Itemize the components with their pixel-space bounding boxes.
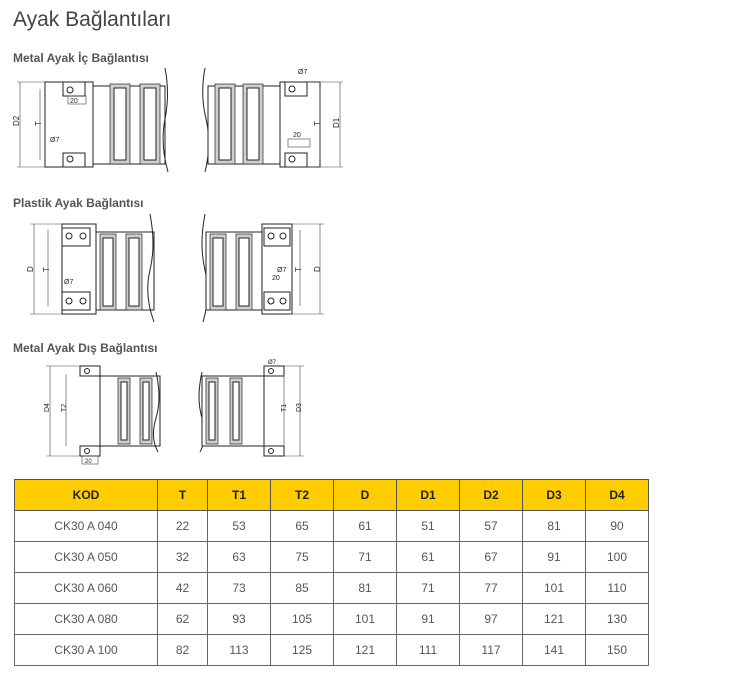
cell-t2: 75 [271,542,334,573]
cell-d: 71 [334,542,397,573]
section-title-metal-inner: Metal Ayak İç Bağlantısı [13,51,149,65]
label-d1: D1 [332,117,341,128]
label-d3: D3 [296,403,303,412]
cell-d4: 130 [586,604,649,635]
label-dia-left: Ø7 [50,137,60,144]
cell-kod: CK30 A 100 [15,635,158,666]
label-t-right-plastic: T [294,267,303,272]
cell-d3: 81 [523,511,586,542]
header-t1: T1 [208,480,271,511]
table-row [15,573,649,604]
label-d-left: D [26,266,35,272]
header-d: D [334,480,397,511]
cell-d1: 111 [397,635,460,666]
label-t: T [34,121,43,126]
label-t-right: T [313,121,322,126]
cell-t: 42 [158,573,208,604]
cell-d: 121 [334,635,397,666]
cell-t: 32 [158,542,208,573]
cell-d2: 77 [460,573,523,604]
metal-inner-bracket-drawing [0,64,360,174]
label-20-outer: 20 [85,459,92,465]
cell-d3: 121 [523,604,586,635]
label-20-plastic: 20 [272,275,280,282]
cell-t1: 113 [208,635,271,666]
page-title: Ayak Bağlantıları [13,8,172,31]
header-d1: D1 [397,480,460,511]
cell-d2: 67 [460,542,523,573]
cell-d: 81 [334,573,397,604]
label-d-right: D [313,266,322,272]
cell-t1: 63 [208,542,271,573]
cell-d: 101 [334,604,397,635]
cell-t: 62 [158,604,208,635]
cell-d2: 57 [460,511,523,542]
cell-t2: 125 [271,635,334,666]
cell-d3: 141 [523,635,586,666]
label-20-top: 20 [70,98,78,105]
header-t: T [158,480,208,511]
section-title-plastic: Plastik Ayak Bağlantısı [13,196,144,210]
cell-t2: 85 [271,573,334,604]
label-dia-plastic-right: Ø7 [277,267,287,274]
header-d2: D2 [460,480,523,511]
cell-t2: 65 [271,511,334,542]
table-header-row [15,480,649,511]
cell-kod: CK30 A 050 [15,542,158,573]
table-row [15,604,649,635]
label-t1: T1 [281,403,288,412]
label-dia-plastic: Ø7 [64,279,74,286]
cell-d2: 117 [460,635,523,666]
cell-t: 82 [158,635,208,666]
cell-t1: 93 [208,604,271,635]
header-d3: D3 [523,480,586,511]
cell-d1: 51 [397,511,460,542]
label-dia-right: Ø7 [298,69,308,76]
label-t2: T2 [61,403,68,412]
label-20-right: 20 [293,132,301,139]
table-row [15,511,649,542]
cell-t1: 73 [208,573,271,604]
header-d4: D4 [586,480,649,511]
plastic-bracket-drawing [0,210,360,325]
label-d4: D4 [44,403,51,412]
cell-d4: 90 [586,511,649,542]
label-dia-outer: Ø7 [268,360,277,366]
cell-kod: CK30 A 080 [15,604,158,635]
cell-d4: 100 [586,542,649,573]
cell-t: 22 [158,511,208,542]
header-t2: T2 [271,480,334,511]
cell-d1: 91 [397,604,460,635]
label-d2: D2 [12,115,21,126]
section-title-metal-outer: Metal Ayak Dış Bağlantısı [13,341,158,355]
cell-d: 61 [334,511,397,542]
cell-kod: CK30 A 060 [15,573,158,604]
cell-d3: 91 [523,542,586,573]
cell-d1: 61 [397,542,460,573]
cell-kod: CK30 A 040 [15,511,158,542]
cell-t2: 105 [271,604,334,635]
cell-d1: 71 [397,573,460,604]
cell-d4: 150 [586,635,649,666]
cell-t1: 53 [208,511,271,542]
table-row [15,542,649,573]
header-kod: KOD [15,480,158,511]
cell-d3: 101 [523,573,586,604]
dimension-table [14,479,649,666]
cell-d2: 97 [460,604,523,635]
label-t-left: T [42,267,51,272]
table-row [15,635,649,666]
metal-outer-bracket-drawing [0,358,360,470]
cell-d4: 110 [586,573,649,604]
